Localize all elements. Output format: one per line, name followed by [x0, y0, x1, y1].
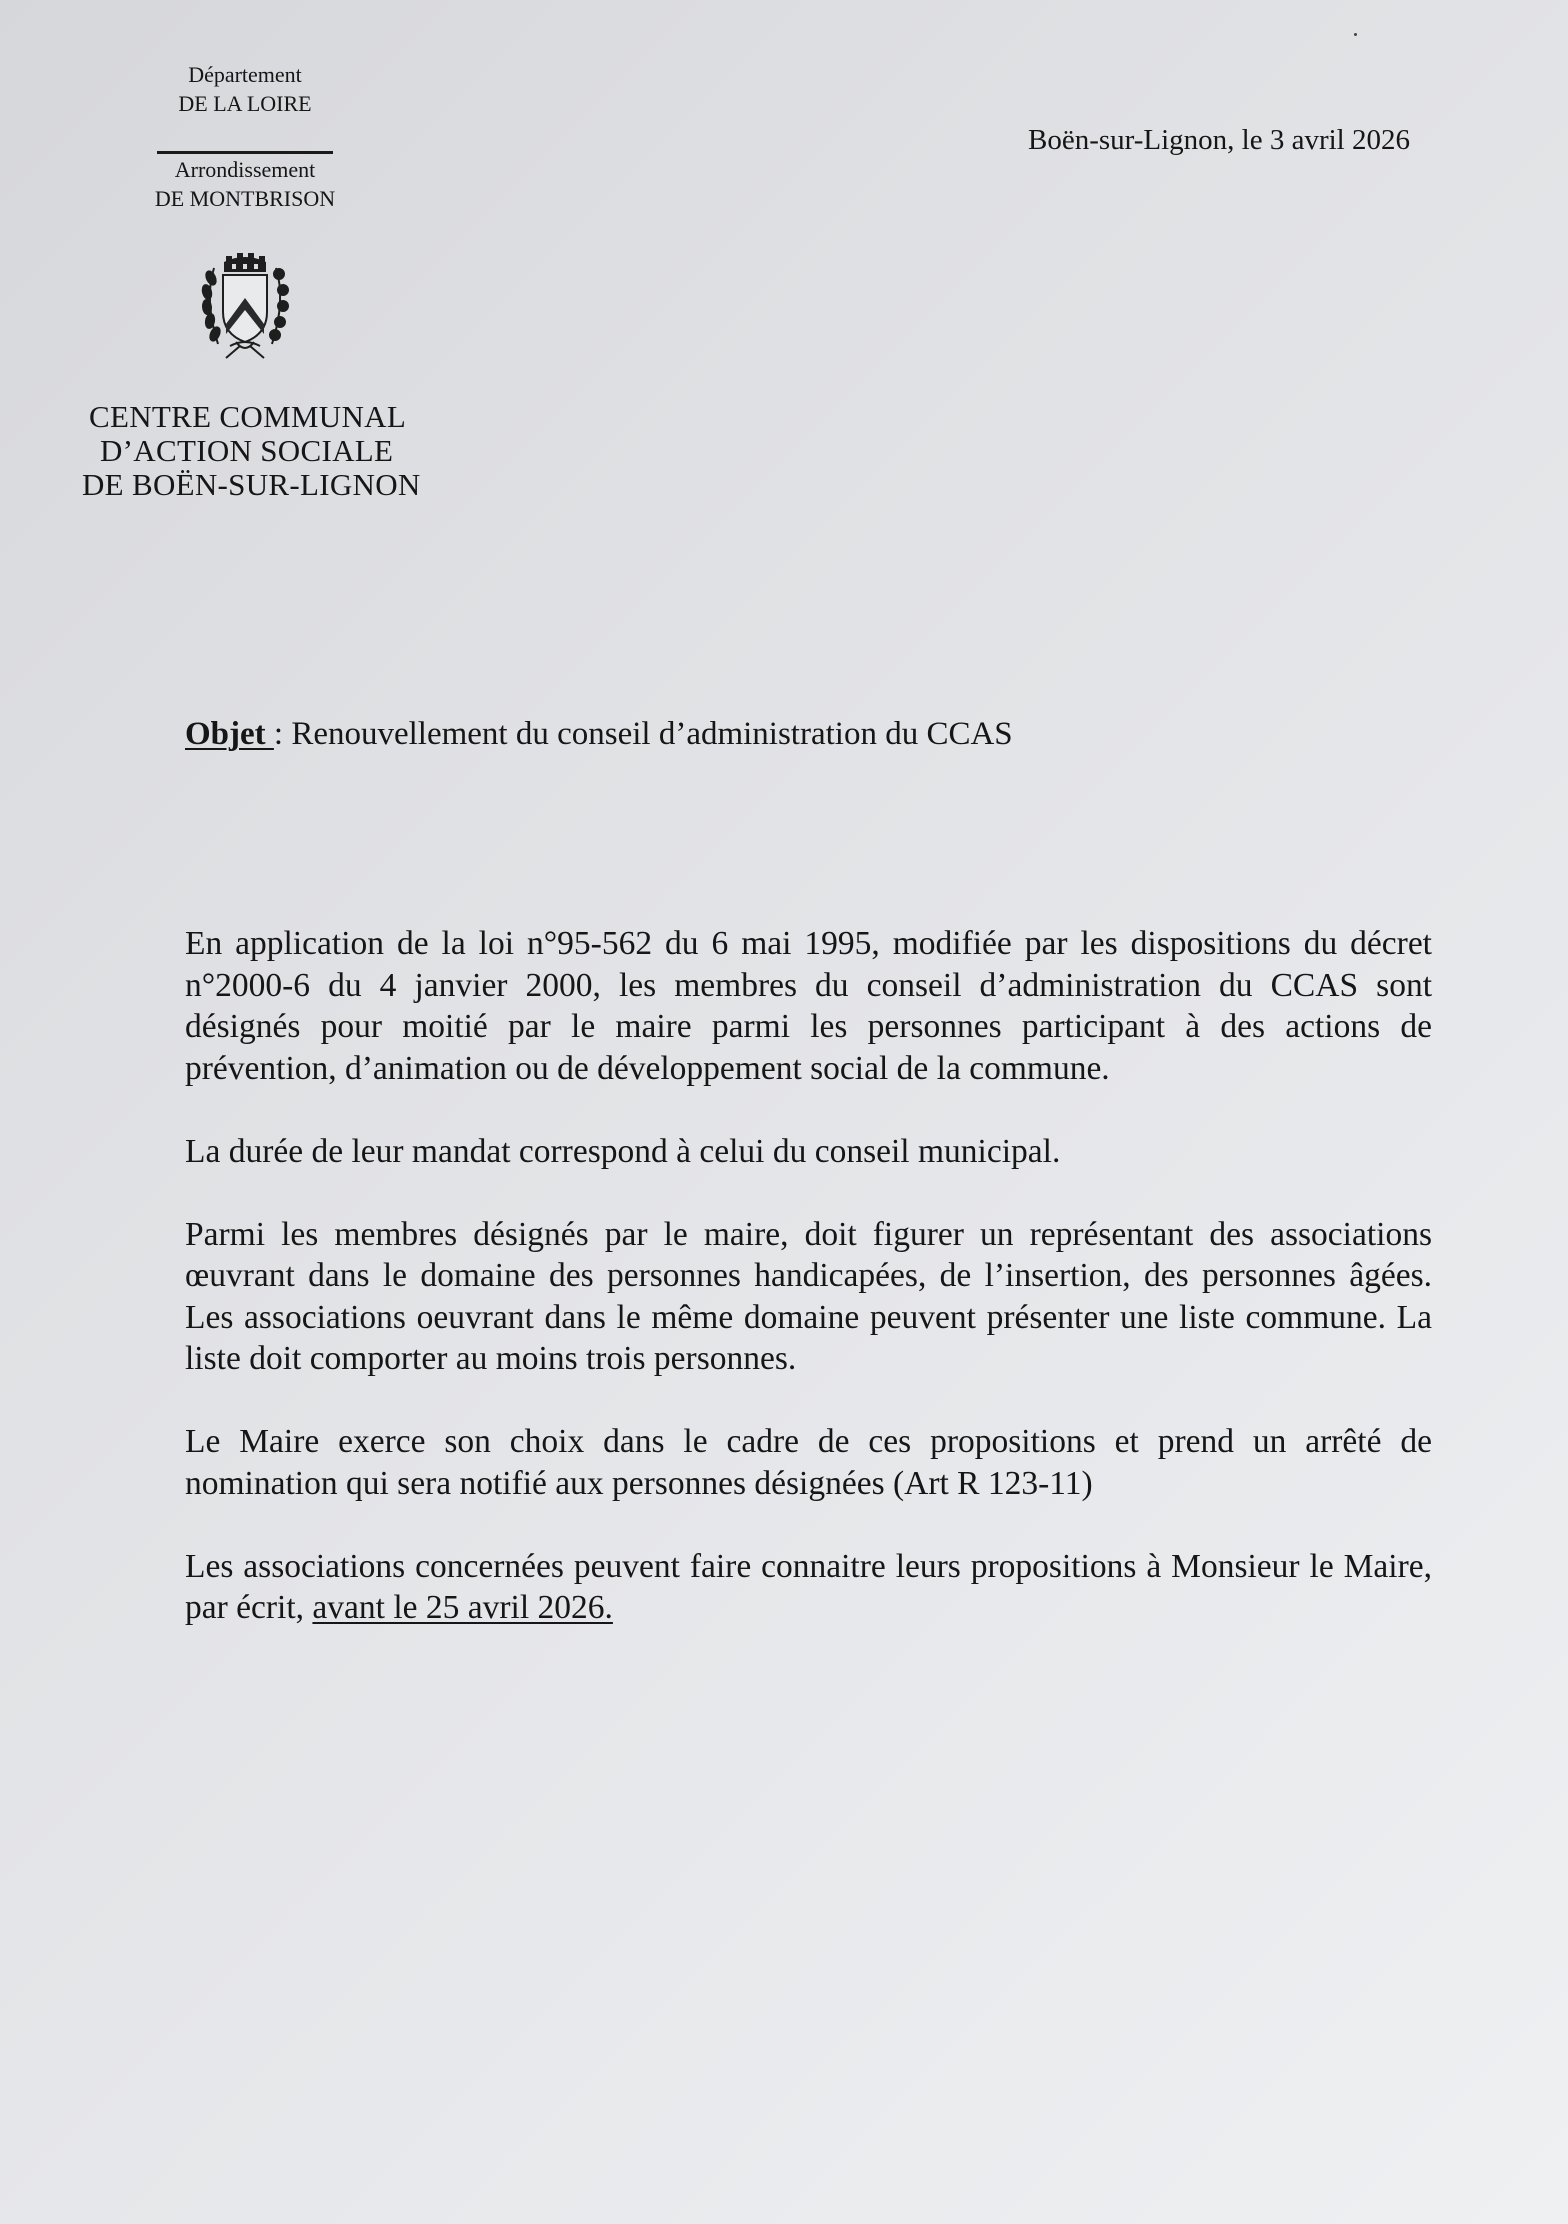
body-paragraph-5-text: Les associations concernées peuvent faire connaitre leurs propositions à Monsieur le Maire, par écrit,	[185, 1547, 1432, 1626]
subject-line	[185, 718, 1013, 751]
letterhead-divider	[157, 151, 333, 154]
mural-crown-icon	[224, 253, 266, 272]
body-paragraph-3: Parmi les membres désignés par le maire, doit figurer un représentant des associations œuvrant dans le domaine des personnes handicapées, de l’insertion, des personnes âgées. Les associations oeuvrant dans le même domaine peuvent présenter une liste commune. La liste doit comporter au moins trois personnes.	[185, 1215, 1432, 1377]
right-branch-icon	[270, 268, 288, 344]
coat-of-arms-icon	[190, 250, 300, 362]
subject-text: Renouvellement du conseil d’administration du CCAS	[291, 716, 1013, 752]
date-line: Boën-sur-Lignon, le 3 avril 2026	[1028, 124, 1410, 156]
subject-label: Objet	[185, 716, 274, 752]
arrondissement-label: Arrondissement	[174, 157, 316, 182]
subject-separator: :	[273, 716, 292, 752]
body-paragraph-2: La durée de leur mandat correspond à celui du conseil municipal.	[185, 1132, 1061, 1170]
letter-body	[185, 923, 1432, 1629]
left-branch-icon	[201, 268, 221, 344]
departement-label: Département	[188, 62, 302, 87]
body-paragraph-5	[185, 1546, 1432, 1629]
departement-name: DE LA LOIRE	[178, 91, 312, 116]
organization-line-1: CENTRE COMMUNAL	[89, 399, 407, 434]
body-paragraph-4: Le Maire exerce son choix dans le cadre de ces propositions et prend un arrêté de nomination qui sera notifié aux personnes désignées (Art R 123-11)	[185, 1423, 1432, 1502]
dust-speck	[1354, 33, 1357, 36]
body-paragraph-1: En application de la loi n°95-562 du 6 mai 1995, modifiée par les dispositions du décret n°2000-6 du 4 janvier 2000, les membres du conseil d’administration du CCAS sont désignés pour moitié par le maire parmi les personnes participant à des actions de prévention, d’animation ou de développement social de la commune.	[185, 925, 1432, 1087]
organization-line-3: DE BOËN-SUR-LIGNON	[82, 467, 421, 502]
organization-line-2: D’ACTION SOCIALE	[100, 433, 394, 468]
ribbon-icon	[226, 342, 264, 358]
shield-icon	[223, 275, 267, 342]
arrondissement-name: DE MONTBRISON	[154, 186, 336, 211]
deadline-text: avant le 25 avril 2026.	[312, 1589, 613, 1626]
